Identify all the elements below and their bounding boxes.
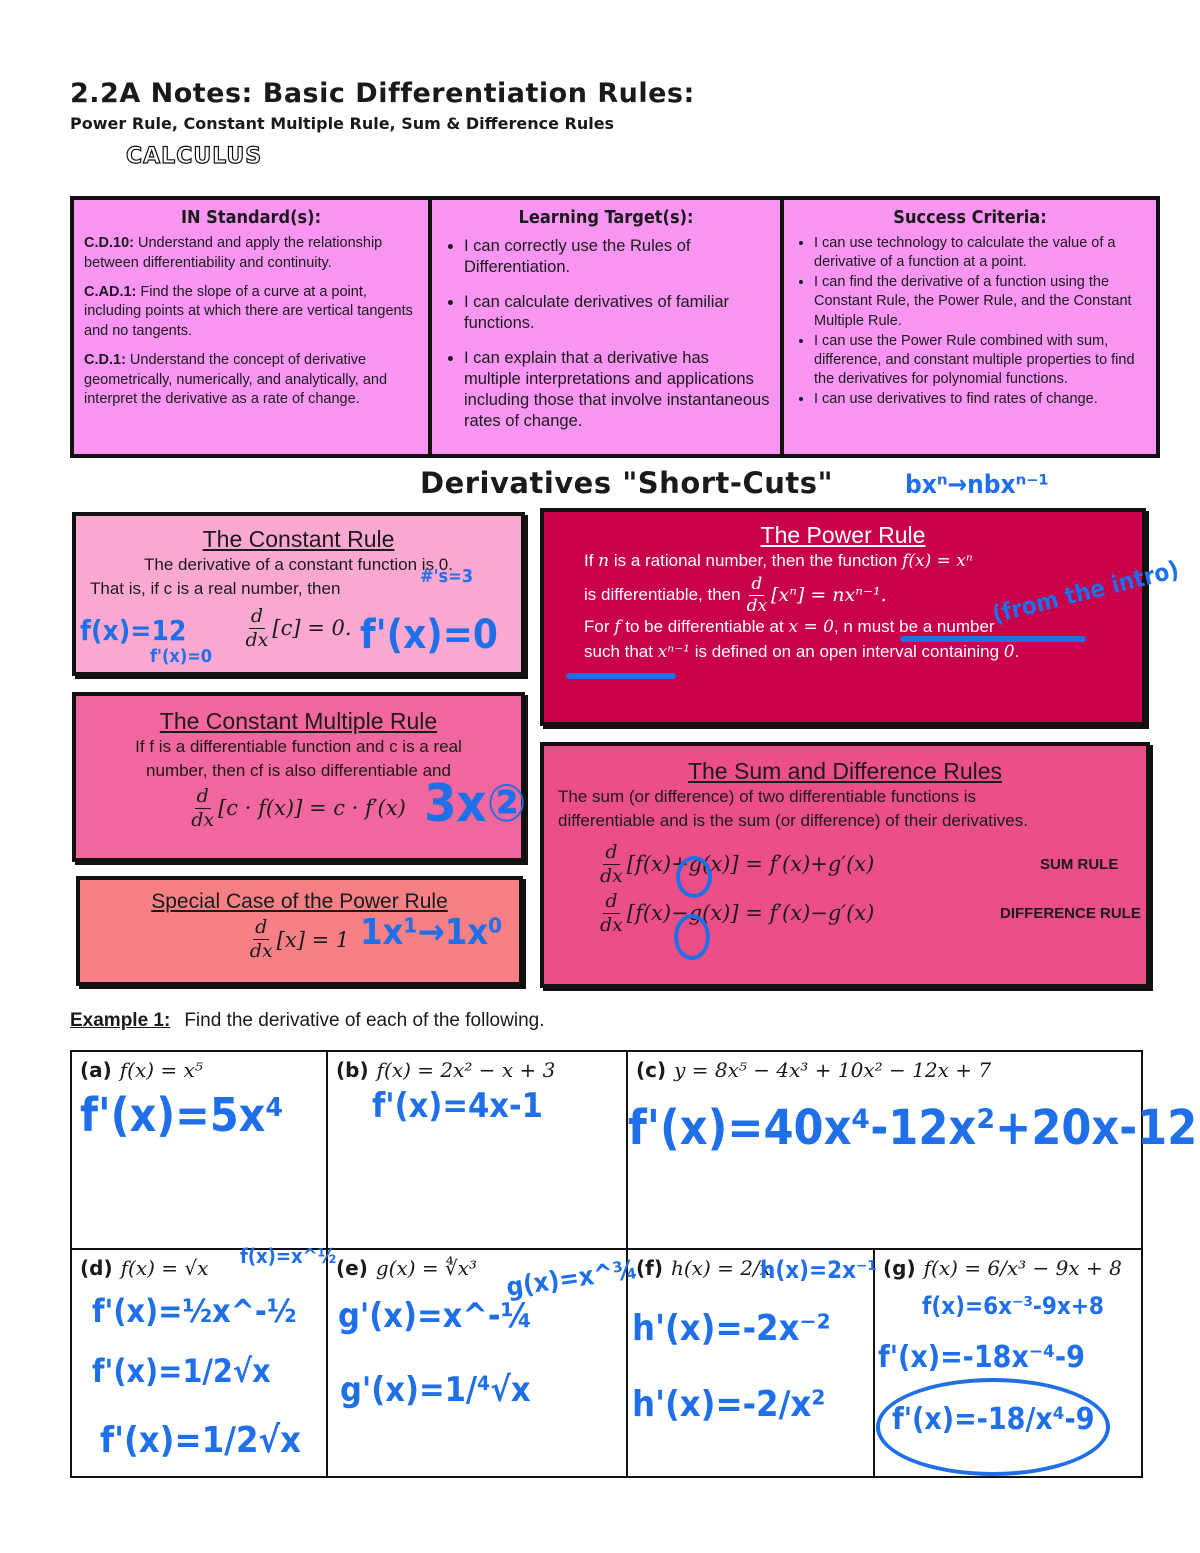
sum-difference-rule-title: The Sum and Difference Rules — [687, 758, 1003, 784]
standards-column — [74, 200, 428, 454]
learning-target-item: • I can correctly use the Rules of Differentiation. — [464, 236, 770, 278]
example-heading: Example 1: Find the derivative of each of the following. — [70, 1010, 545, 1031]
circle-mark — [876, 1378, 1110, 1476]
success-criteria-column — [780, 200, 1156, 454]
problem-cell: (e) g(x) = ∜x³ — [336, 1256, 478, 1280]
problem-cell: (g) f(x) = 6/x³ − 9x + 8 — [883, 1256, 1122, 1280]
handwritten-note: f'(x)=0 — [360, 612, 498, 658]
learning-targets-column — [428, 200, 780, 454]
sum-difference-rule-box — [540, 742, 1150, 988]
handwritten-answer: f'(x)=40x⁴-12x²+20x-12 — [628, 1100, 1198, 1156]
constant-rule-title: The Constant Rule — [202, 526, 395, 552]
page-title: 2.2A Notes: Basic Differentiation Rules: — [70, 78, 695, 109]
section-title: Derivatives "Short-Cuts" — [420, 466, 834, 500]
constant-multiple-rule-text: If f is a differentiable function and c is a real — [135, 737, 462, 756]
handwritten-note: bxⁿ→nbxⁿ⁻¹ — [905, 470, 1049, 500]
handwritten-answer: g'(x)=1/⁴√x — [340, 1370, 531, 1410]
success-criteria-item: • I can find the derivative of a function using the Constant Rule, the Power Rule, and the Constant Multiple Rule. — [814, 273, 1146, 330]
handwritten-answer: f'(x)=-18x⁻⁴-9 — [878, 1340, 1085, 1375]
handwritten-note: f(x)=12 — [80, 614, 187, 647]
standard-item: C.D.1: Understand the concept of derivative geometrically, numerically, and analytically, and interpret the derivative as a rate of change. — [84, 352, 388, 408]
problem-cell: (f) h(x) = 2/x — [636, 1256, 771, 1280]
problem-cell: (b) f(x) = 2x² − x + 3 — [336, 1058, 556, 1082]
handwritten-answer: f'(x)=1/2√x — [100, 1420, 302, 1461]
special-case-title: Special Case of the Power Rule — [151, 890, 448, 913]
constant-multiple-rule-text: number, then cf is also differentiable and — [146, 760, 451, 780]
handwritten-answer: h'(x)=-2x⁻² — [632, 1308, 831, 1349]
constant-rule-formula: $\frac{d}{dx}$ [c] = 0. — [245, 604, 352, 651]
constant-rule-text: The derivative of a constant function is 0. — [143, 555, 453, 574]
handwritten-note: #'s=3 — [420, 566, 474, 587]
handwritten-note: (from the intro) — [989, 555, 1182, 629]
handwritten-answer: f'(x)=1/2√x — [92, 1352, 271, 1390]
course-label: CALCULUS — [126, 144, 263, 169]
difference-rule-label: DIFFERENCE RULE — [1000, 904, 1141, 922]
power-rule-text: is differentiable, then $\frac{d}{dx}$ [xⁿ] = nxⁿ⁻¹. — [584, 573, 887, 616]
sum-rule-formula: $\frac{d}{dx}$ [f(x)+g(x)] = f′(x)+g′(x) — [600, 840, 875, 887]
problem-cell: (a) f(x) = x⁵ — [80, 1058, 203, 1082]
power-rule-text: For f to be differentiable at x = 0, n must be a number — [584, 616, 995, 637]
learning-targets-heading: Learning Target(s): — [518, 207, 694, 228]
sum-difference-rule-text: differentiable and is the sum (or difference) of their derivatives. — [558, 810, 1028, 830]
success-criteria-item: • I can use the Power Rule combined with sum, difference, and constant multiple properties to find the derivatives for polynomial functions. — [814, 332, 1146, 389]
success-criteria-heading: Success Criteria: — [893, 207, 1047, 228]
difference-rule-formula: $\frac{d}{dx}$ [f(x)−g(x)] = f′(x)−g′(x) — [600, 889, 875, 936]
circle-mark — [674, 914, 710, 960]
handwritten-answer: f'(x)=-18/x⁴-9 — [892, 1402, 1095, 1437]
handwritten-answer: f'(x)=½x^-½ — [92, 1292, 297, 1330]
handwritten-note: 3x② — [424, 774, 527, 834]
circle-mark — [676, 856, 712, 898]
standard-item: C.AD.1: Find the slope of a curve at a point, including points at which there are vertical tangents and no tangents. — [84, 283, 413, 339]
handwritten-answer: g(x)=x^¾ — [504, 1254, 640, 1304]
sum-rule-label: SUM RULE — [1040, 855, 1119, 873]
constant-rule-text: That is, if c is a real number, then — [90, 578, 341, 598]
power-rule-title: The Power Rule — [760, 522, 926, 548]
page-subtitle: Power Rule, Constant Multiple Rule, Sum & Difference Rules — [70, 114, 615, 133]
strike-mark — [900, 636, 1086, 642]
handwritten-answer: h'(x)=-2/x² — [632, 1384, 826, 1425]
handwritten-answer: f(x)=x^½ — [240, 1244, 337, 1268]
power-rule-text: such that xⁿ⁻¹ is defined on an open interval containing 0. — [584, 641, 1020, 662]
difference-rule-row — [558, 889, 1146, 936]
handwritten-answer: f(x)=6x⁻³-9x+8 — [922, 1292, 1104, 1320]
handwritten-note: 1x¹→1x⁰ — [360, 912, 503, 953]
power-rule-text: If n is a rational number, then the function f(x) = xⁿ — [584, 551, 973, 571]
handwritten-answer: h(x)=2x⁻¹ — [760, 1256, 877, 1284]
handwritten-answer: g'(x)=x^-¼ — [338, 1296, 533, 1336]
standards-heading: IN Standard(s): — [180, 207, 322, 228]
constant-multiple-rule-title: The Constant Multiple Rule — [159, 708, 438, 734]
sum-difference-rule-text: The sum (or difference) of two differentiable functions is — [558, 787, 976, 806]
standard-item: C.D.10: Understand and apply the relationship between differentiability and continuity. — [84, 235, 383, 271]
power-rule-box — [540, 508, 1146, 726]
problem-cell: (c) y = 8x⁵ − 4x³ + 10x² − 12x + 7 — [636, 1058, 992, 1082]
problem-cell: (d) f(x) = √x — [80, 1256, 209, 1280]
standards-table — [70, 196, 1160, 458]
constant-multiple-rule-formula: $\frac{d}{dx}$ [c · f(x)] = c · f′(x) — [191, 784, 406, 831]
handwritten-answer: f'(x)=5x⁴ — [80, 1088, 284, 1142]
learning-target-item: • I can explain that a derivative has multiple interpretations and applications including those that involve instantaneous rates of change. — [464, 348, 770, 432]
handwritten-note: f'(x)=0 — [150, 646, 213, 667]
special-case-formula: $\frac{d}{dx}$ [x] = 1 — [249, 916, 350, 962]
sum-rule-row — [558, 840, 1146, 887]
success-criteria-item: • I can use derivatives to find rates of change. — [814, 390, 1146, 409]
strike-mark — [566, 673, 676, 679]
handwritten-answer: f'(x)=4x-1 — [372, 1086, 543, 1126]
success-criteria-item: • I can use technology to calculate the value of a derivative of a function at a point. — [814, 234, 1146, 272]
learning-target-item: • I can calculate derivatives of familiar functions. — [464, 292, 770, 334]
